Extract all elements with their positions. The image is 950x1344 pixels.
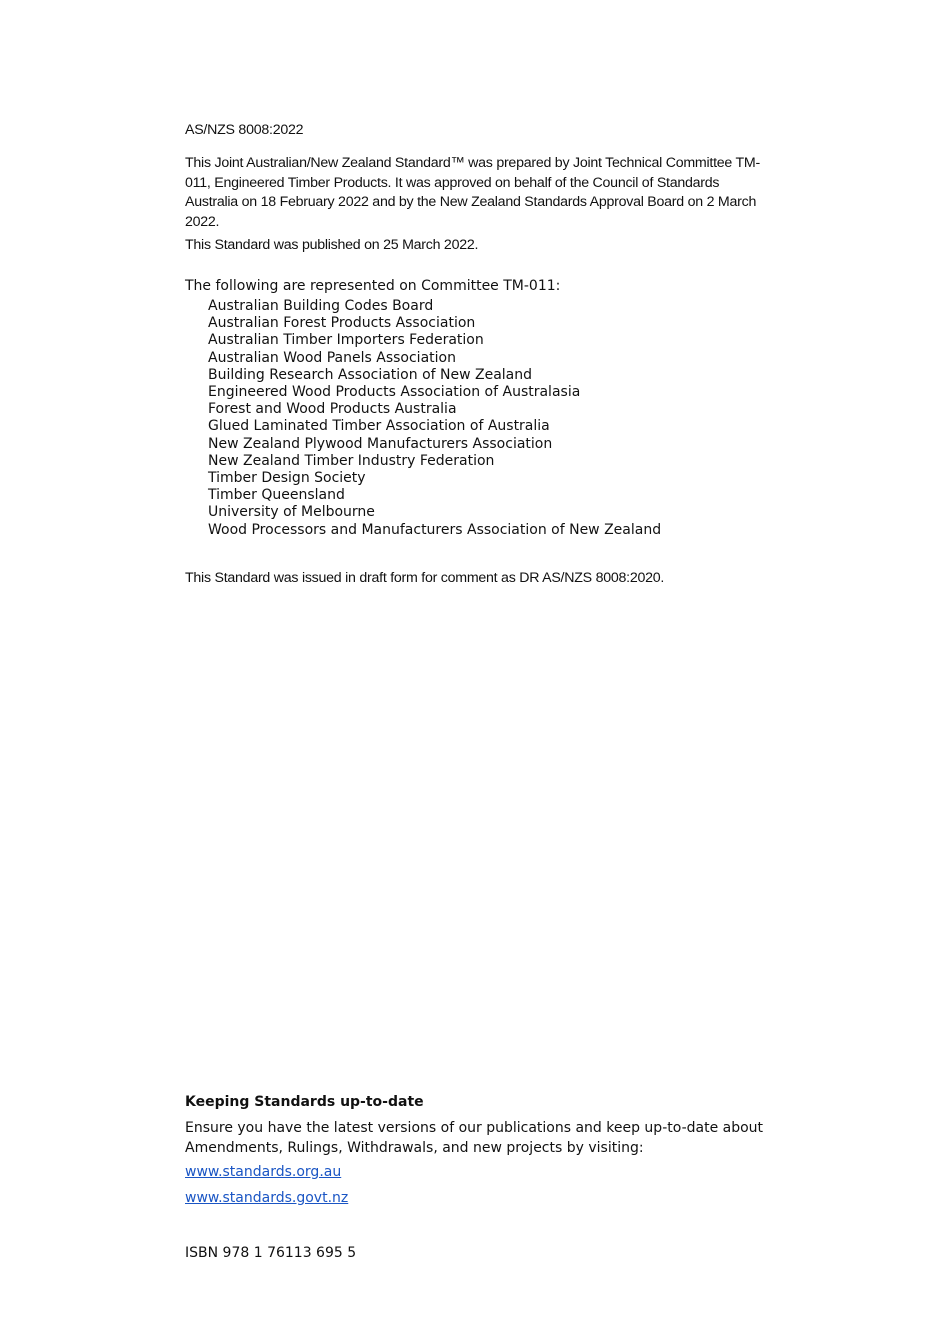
committee-member: Forest and Wood Products Australia [208, 401, 457, 418]
committee-member: Wood Processors and Manufacturers Association of New Zealand [208, 521, 662, 538]
committee-member: Timber Queensland [208, 487, 345, 504]
committee-member: Australian Wood Panels Association [208, 349, 456, 366]
committee-member: Engineered Wood Products Association of Australasia [208, 384, 581, 401]
publication-date-statement: This Standard was published on 25 March 2022. [185, 237, 479, 253]
keeping-up-to-date-heading: Keeping Standards up-to-date [185, 1094, 424, 1110]
committee-member: University of Melbourne [208, 504, 375, 521]
standard-identifier: AS/NZS 8008:2022 [185, 122, 304, 138]
committee-member: Australian Building Codes Board [208, 298, 434, 314]
standards-nz-link[interactable]: www.standards.govt.nz [185, 1190, 349, 1206]
committee-members-list [208, 298, 661, 539]
committee-member: New Zealand Plywood Manufacturers Association [208, 435, 553, 452]
committee-member: Australian Timber Importers Federation [208, 332, 484, 349]
committee-member: Glued Laminated Timber Association of Australia [208, 418, 550, 435]
committee-member: New Zealand Timber Industry Federation [208, 452, 495, 469]
committee-member: Building Research Association of New Zealand [208, 366, 533, 383]
isbn: ISBN 978 1 76113 695 5 [185, 1245, 357, 1261]
committee-intro: The following are represented on Committee TM-011: [185, 278, 561, 294]
committee-member: Australian Forest Products Association [208, 315, 476, 332]
standards-australia-link[interactable]: www.standards.org.au [185, 1164, 342, 1180]
keeping-up-to-date-text: Ensure you have the latest versions of our publications and keep up-to-date about Amendments, Rulings, Withdrawals, and new projects by visiting: [185, 1120, 764, 1156]
committee-member: Timber Design Society [208, 470, 366, 487]
preparation-statement: This Joint Australian/New Zealand Standard™ was prepared by Joint Technical Committee TM-011, Engineered Timber Products. It was approved on behalf of the Council of Standards Australia on 18 February 2022 and by the New Zealand Standards Approval Board on 2 March 2022. [185, 155, 760, 230]
draft-statement: This Standard was issued in draft form for comment as DR AS/NZS 8008:2020. [185, 570, 665, 586]
